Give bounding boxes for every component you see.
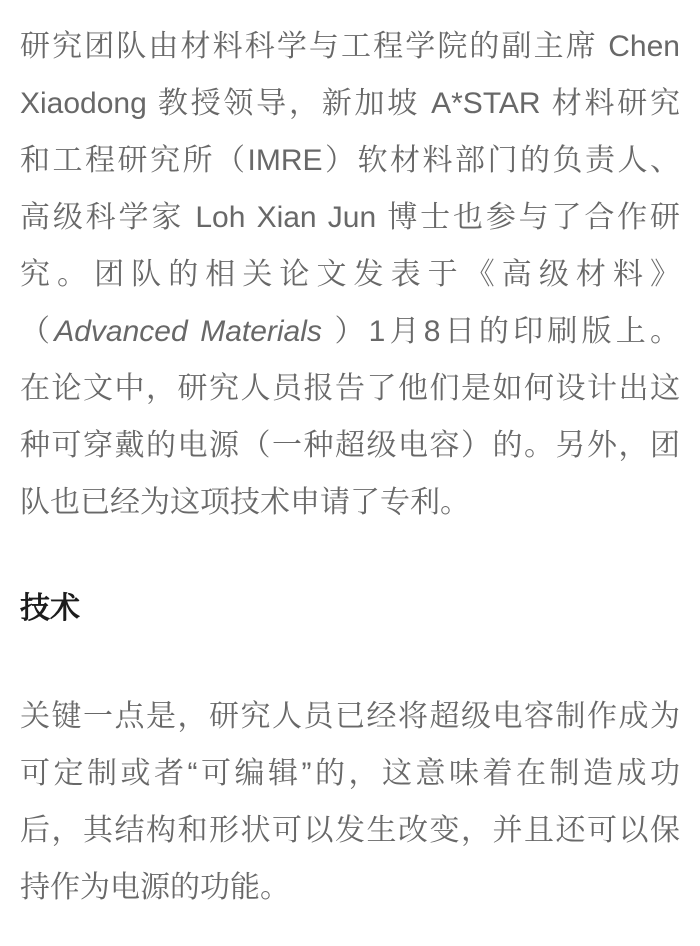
intro-line-1: 研究团队由材料科学与工程学院的副主席 Chen [20,30,680,63]
intro-line-5: 究。团队的相关论文发表于《高级材料》 [20,258,680,291]
paragraph-research-team [20,18,680,531]
journal-line-rest: ）1月8日的印刷版上。 [321,315,680,348]
intro-line-9: 队也已经为这项技术申请了专利。 [20,486,470,519]
tech-line-2: 可定制或者“可编辑”的，这意味着在制造成功 [20,757,680,790]
intro-line-7: 在论文中，研究人员报告了他们是如何设计出这 [20,372,680,405]
intro-line-8: 种可穿戴的电源（一种超级电容）的。另外，团 [20,429,680,462]
paragraph-technology [20,688,680,916]
tech-line-3: 后，其结构和形状可以发生改变，并且还可以保 [20,814,680,847]
tech-line-1: 关键一点是，研究人员已经将超级电容制作成为 [20,700,680,733]
journal-open-paren: （ [20,315,55,348]
tech-line-4: 持作为电源的功能。 [20,871,290,904]
section-heading-technology: 技术 [20,592,80,625]
intro-line-6-journal [20,303,680,360]
intro-line-3: 和工程研究所（IMRE）软材料部门的负责人、 [20,144,680,177]
intro-line-2: Xiaodong 教授领导，新加坡 A*STAR 材料研究 [20,87,680,120]
intro-line-4: 高级科学家 Loh Xian Jun 博士也参与了合作研 [20,201,680,234]
journal-name-italic: Advanced Materials [54,315,322,348]
